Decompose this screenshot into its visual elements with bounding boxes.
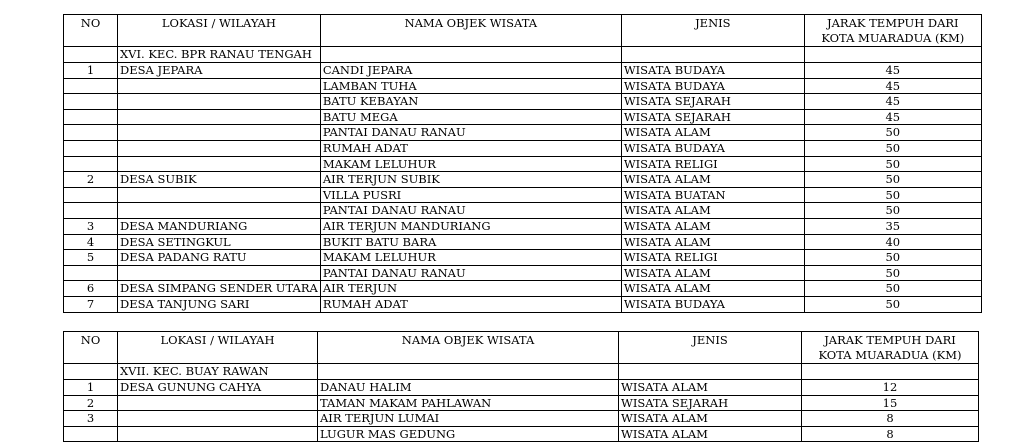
cell-jenis: WISATA SEJARAH — [621, 94, 804, 110]
cell-lokasi: DESA TANJUNG SARI — [118, 296, 321, 312]
cell-objek: BATU MEGA — [320, 109, 621, 125]
table-row — [64, 187, 982, 203]
cell-no: 7 — [64, 296, 118, 312]
cell-no: 5 — [64, 250, 118, 266]
header-jarak — [804, 15, 981, 47]
cell-lokasi — [118, 426, 318, 442]
cell-no — [64, 426, 118, 442]
cell-no — [64, 187, 118, 203]
cell-lokasi — [118, 156, 321, 172]
cell-jarak: 50 — [804, 156, 981, 172]
cell-jenis: WISATA RELIGI — [621, 250, 804, 266]
cell-lokasi: DESA GUNUNG CAHYA — [118, 380, 318, 396]
cell-lokasi: DESA JEPARA — [118, 63, 321, 79]
cell-no: 2 — [64, 395, 118, 411]
header-no: NO — [64, 15, 118, 47]
cell-jarak: 50 — [804, 125, 981, 141]
cell-objek: MAKAM LELUHUR — [320, 250, 621, 266]
cell-jenis: WISATA ALAM — [621, 234, 804, 250]
table-row — [64, 94, 982, 110]
cell-lokasi: DESA SUBIK — [118, 172, 321, 188]
cell-no: 1 — [64, 380, 118, 396]
cell-objek: AIR TERJUN SUBIK — [320, 172, 621, 188]
cell-lokasi — [118, 140, 321, 156]
cell-no: 3 — [64, 218, 118, 234]
header-lokasi: LOKASI / WILAYAH — [118, 15, 321, 47]
cell-jarak: 50 — [804, 187, 981, 203]
cell-objek: PANTAI DANAU RANAU — [320, 265, 621, 281]
cell-lokasi: DESA MANDURIANG — [118, 218, 321, 234]
cell-objek: DANAU HALIM — [318, 380, 619, 396]
cell-jarak: 8 — [802, 426, 979, 442]
table-header-row — [64, 15, 982, 47]
cell-no — [64, 156, 118, 172]
table-row — [64, 265, 982, 281]
cell-no: 6 — [64, 281, 118, 297]
tourism-table-ranau-tengah — [63, 14, 982, 313]
cell-no — [64, 109, 118, 125]
cell-objek: LUGUR MAS GEDUNG — [318, 426, 619, 442]
table-header-row — [64, 332, 979, 364]
cell-no — [64, 94, 118, 110]
cell-lokasi: DESA SIMPANG SENDER UTARA — [118, 281, 321, 297]
cell-objek: TAMAN MAKAM PAHLAWAN — [318, 395, 619, 411]
cell-lokasi — [118, 94, 321, 110]
cell-no — [64, 140, 118, 156]
cell-jenis: WISATA BUATAN — [621, 187, 804, 203]
cell-objek: PANTAI DANAU RANAU — [320, 203, 621, 219]
header-jenis: JENIS — [621, 15, 804, 47]
cell-jenis: WISATA ALAM — [621, 125, 804, 141]
table-row — [64, 172, 982, 188]
cell-no: 4 — [64, 234, 118, 250]
cell-objek: LAMBAN TUHA — [320, 78, 621, 94]
cell-lokasi — [118, 203, 321, 219]
cell-jarak: 45 — [804, 78, 981, 94]
cell-no: 1 — [64, 63, 118, 79]
cell-jenis: WISATA ALAM — [619, 411, 802, 427]
header-jarak-line2: KOTA MUARADUA (KM) — [821, 31, 965, 45]
cell-lokasi: DESA PADANG RATU — [118, 250, 321, 266]
cell-objek: CANDI JEPARA — [320, 63, 621, 79]
cell-objek: BUKIT BATU BARA — [320, 234, 621, 250]
cell-lokasi — [118, 395, 318, 411]
cell-objek: BATU KEBAYAN — [320, 94, 621, 110]
table-row — [64, 203, 982, 219]
cell-jarak: 50 — [804, 296, 981, 312]
cell-jenis: WISATA BUDAYA — [621, 63, 804, 79]
cell-no — [64, 203, 118, 219]
cell-no — [64, 125, 118, 141]
cell-lokasi: DESA SETINGKUL — [118, 234, 321, 250]
cell-jenis: WISATA ALAM — [621, 265, 804, 281]
cell-objek: AIR TERJUN LUMAI — [318, 411, 619, 427]
cell-jenis: WISATA ALAM — [621, 203, 804, 219]
cell-objek: PANTAI DANAU RANAU — [320, 125, 621, 141]
cell-objek: RUMAH ADAT — [320, 296, 621, 312]
table-row — [64, 296, 982, 312]
header-jenis: JENIS — [619, 332, 802, 364]
cell-jarak: 45 — [804, 109, 981, 125]
cell-no — [64, 265, 118, 281]
cell-jarak: 12 — [802, 380, 979, 396]
header-jarak-line1: JARAK TEMPUH DARI — [827, 16, 959, 30]
table-row — [64, 156, 982, 172]
header-objek: NAMA OBJEK WISATA — [318, 332, 619, 364]
table-row — [64, 125, 982, 141]
cell-jenis: WISATA ALAM — [621, 218, 804, 234]
cell-lokasi — [118, 187, 321, 203]
cell-jenis: WISATA SEJARAH — [619, 395, 802, 411]
table-row — [64, 380, 979, 396]
cell-jarak: 15 — [802, 395, 979, 411]
cell-objek: AIR TERJUN — [320, 281, 621, 297]
cell-lokasi — [118, 78, 321, 94]
header-no: NO — [64, 332, 118, 364]
cell-lokasi — [118, 411, 318, 427]
cell-jarak: 45 — [804, 63, 981, 79]
header-jarak-line2: KOTA MUARADUA (KM) — [818, 348, 962, 362]
table-row — [64, 109, 982, 125]
cell-jarak: 50 — [804, 265, 981, 281]
table-row — [64, 426, 979, 442]
cell-no: 2 — [64, 172, 118, 188]
cell-jarak: 50 — [804, 140, 981, 156]
header-jarak — [802, 332, 979, 364]
table-row — [64, 250, 982, 266]
table-row — [64, 140, 982, 156]
cell-lokasi — [118, 125, 321, 141]
cell-lokasi — [118, 109, 321, 125]
cell-lokasi — [118, 265, 321, 281]
cell-jarak: 50 — [804, 281, 981, 297]
cell-jarak: 50 — [804, 172, 981, 188]
section-title: XVI. KEC. BPR RANAU TENGAH — [118, 47, 321, 63]
cell-no — [64, 78, 118, 94]
cell-jarak: 45 — [804, 94, 981, 110]
cell-jenis: WISATA ALAM — [619, 426, 802, 442]
cell-jarak: 8 — [802, 411, 979, 427]
cell-objek: MAKAM LELUHUR — [320, 156, 621, 172]
header-objek: NAMA OBJEK WISATA — [320, 15, 621, 47]
cell-jenis: WISATA ALAM — [621, 172, 804, 188]
cell-jenis: WISATA ALAM — [621, 281, 804, 297]
section-row — [64, 47, 982, 63]
cell-jenis: WISATA RELIGI — [621, 156, 804, 172]
section-title: XVII. KEC. BUAY RAWAN — [118, 364, 318, 380]
header-lokasi: LOKASI / WILAYAH — [118, 332, 318, 364]
header-jarak-line1: JARAK TEMPUH DARI — [824, 333, 956, 347]
table-row — [64, 78, 982, 94]
cell-no: 3 — [64, 411, 118, 427]
cell-jenis: WISATA SEJARAH — [621, 109, 804, 125]
cell-jarak: 50 — [804, 250, 981, 266]
cell-jenis: WISATA BUDAYA — [621, 140, 804, 156]
cell-jenis: WISATA ALAM — [619, 380, 802, 396]
table-row — [64, 281, 982, 297]
cell-jarak: 40 — [804, 234, 981, 250]
cell-jenis: WISATA BUDAYA — [621, 296, 804, 312]
cell-objek: VILLA PUSRI — [320, 187, 621, 203]
cell-jarak: 35 — [804, 218, 981, 234]
table-row — [64, 395, 979, 411]
cell-jarak: 50 — [804, 203, 981, 219]
table-row — [64, 63, 982, 79]
table-row — [64, 234, 982, 250]
table-row — [64, 218, 982, 234]
cell-objek: RUMAH ADAT — [320, 140, 621, 156]
cell-objek: AIR TERJUN MANDURIANG — [320, 218, 621, 234]
tourism-table-buay-rawan — [63, 331, 979, 442]
table-row — [64, 411, 979, 427]
section-row — [64, 364, 979, 380]
cell-jenis: WISATA BUDAYA — [621, 78, 804, 94]
